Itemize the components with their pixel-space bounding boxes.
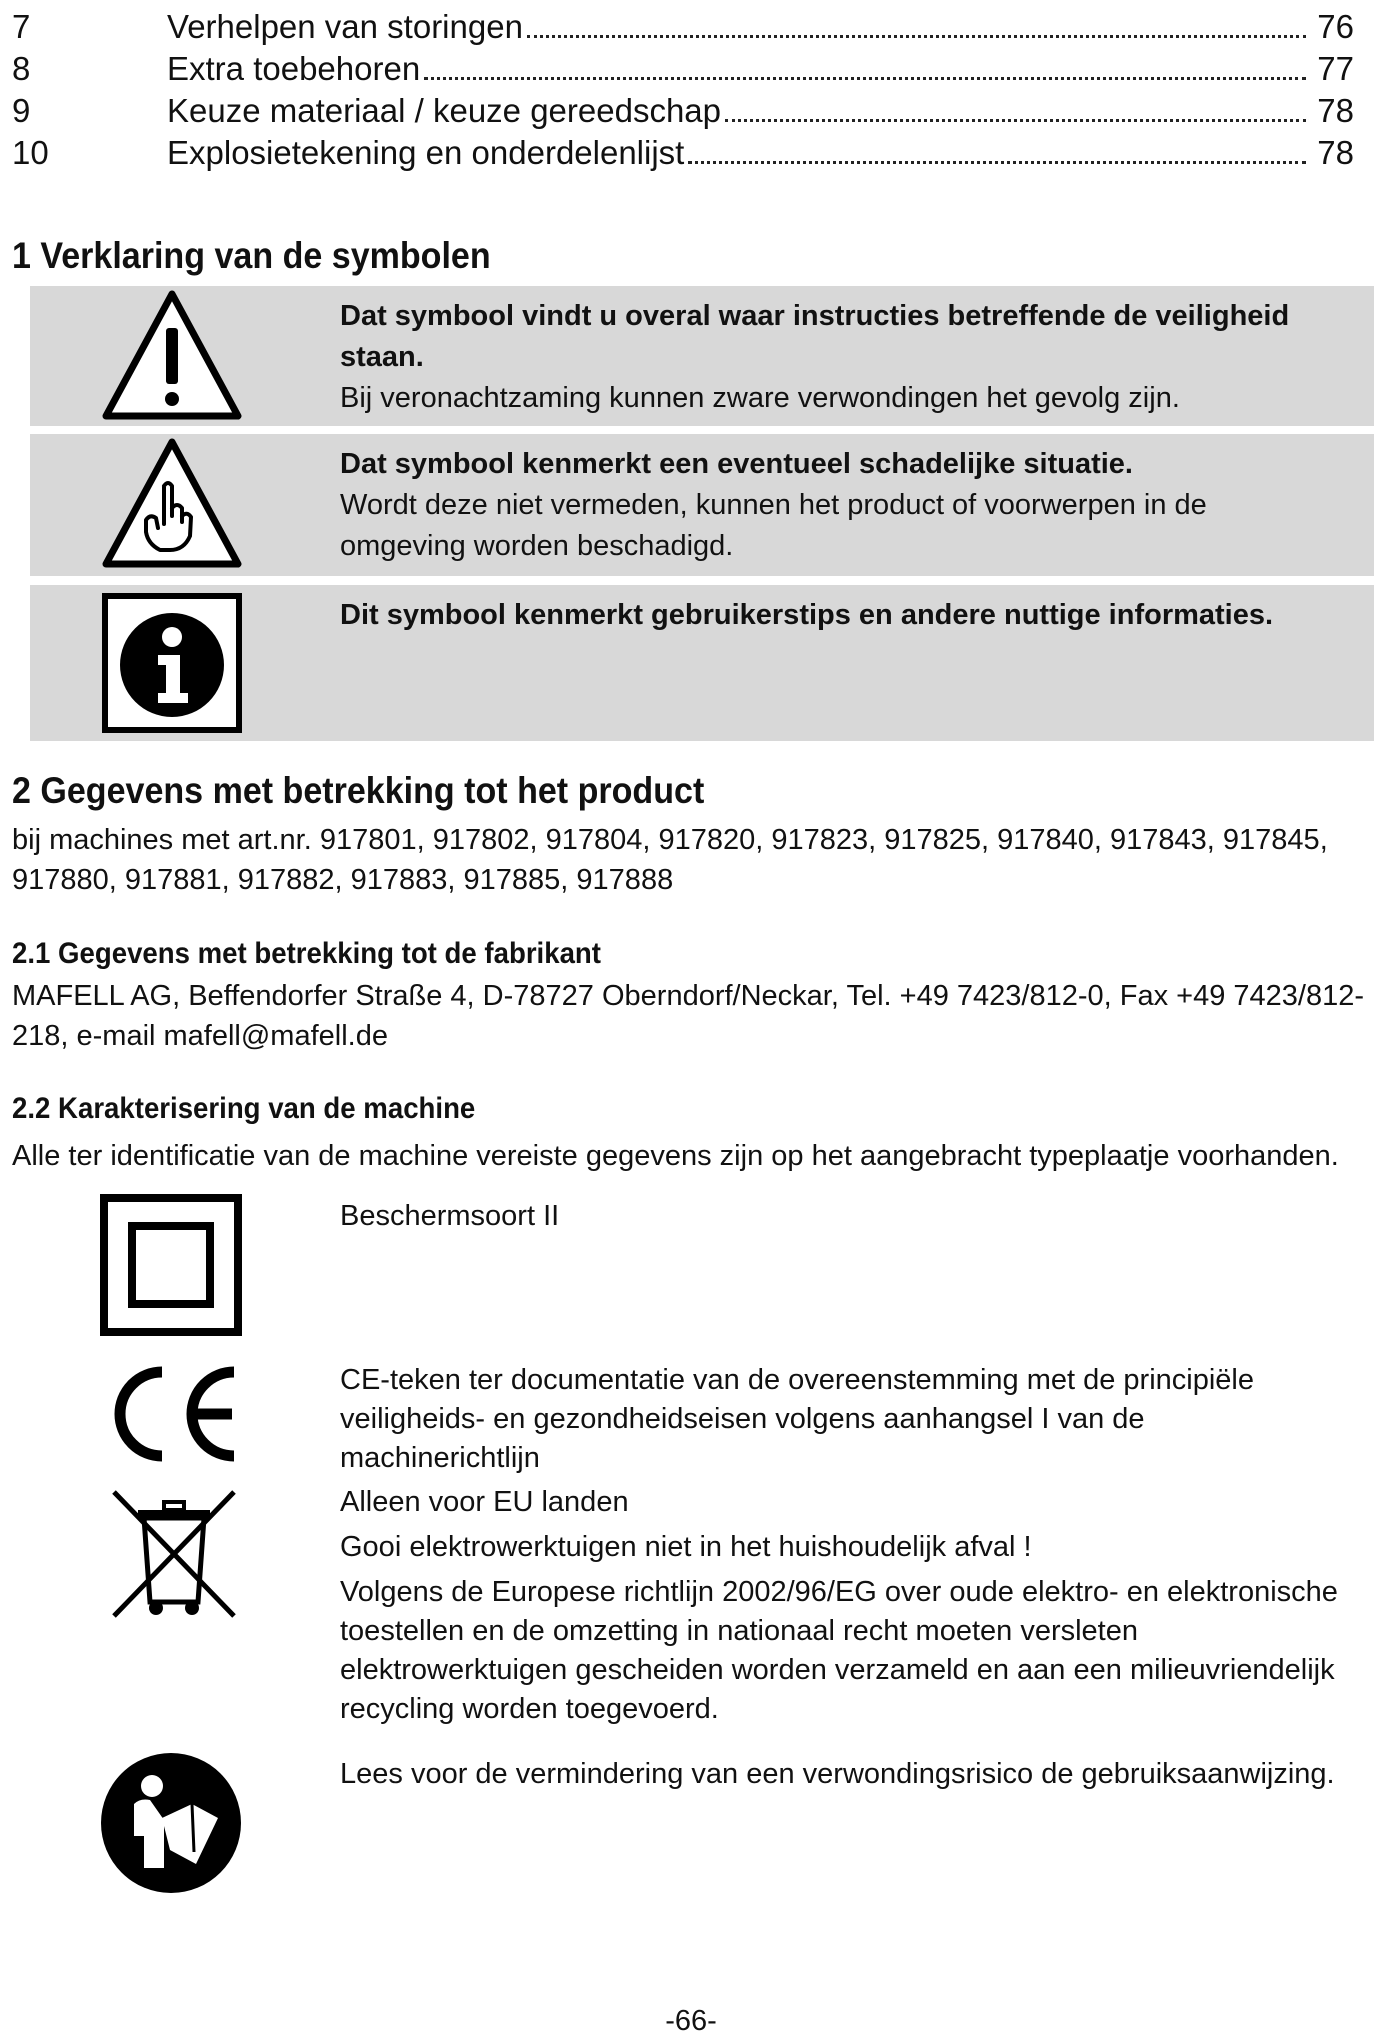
toc-entry[interactable] <box>12 48 1354 90</box>
article-numbers: bij machines met art.nr. 917801, 917802, 917804, 917820, 917823, 917825, 917840, 917843, 917845, 917880, 917881, 917882, 917883, 917885, 917888 <box>12 824 1328 896</box>
symbol-box-safety <box>30 286 1374 426</box>
weee-scope: Alleen voor EU landen <box>340 1486 629 1518</box>
protection-class-ii-icon <box>100 1194 242 1336</box>
toc-entry[interactable] <box>12 6 1354 48</box>
symbol-description <box>340 444 1334 567</box>
symbol-box-damage <box>30 434 1374 576</box>
toc-number: 8 <box>12 50 31 87</box>
machine-characterisation: Alle ter identificatie van de machine vereiste gegevens zijn op het aangebracht typeplaatje voorhanden. <box>12 1140 1339 1172</box>
toc-entry[interactable] <box>12 90 1354 132</box>
protection-class-text: Beschermsoort II <box>340 1200 560 1232</box>
toc-page: 76 <box>1317 8 1354 45</box>
section-2-heading: 2 Gegevens met betrekking tot het product <box>12 770 705 811</box>
weee-notice <box>340 1483 1350 1735</box>
toc-title: Verhelpen van storingen <box>167 8 523 45</box>
section-1-heading: 1 Verklaring van de symbolen <box>12 235 491 276</box>
section-2-1-heading: 2.1 Gegevens met betrekking tot de fabrikant <box>12 937 601 970</box>
symbol-text: Wordt deze niet vermeden, kunnen het product of voorwerpen in de omgeving worden beschadigd. <box>340 489 1207 562</box>
weee-directive: Volgens de Europese richtlijn 2002/96/EG over oude elektro- en elektronische toestellen en de omzetting in nationaal recht moeten versleten elektrowerktuigen gescheiden worden verzameld en aan een milieuvriendelijk recycling worden toegevoerd. <box>340 1576 1338 1725</box>
toc-page: 78 <box>1317 92 1354 129</box>
toc-leader <box>725 119 1306 122</box>
symbol-box-info <box>30 585 1374 741</box>
toc-leader <box>527 35 1306 38</box>
toc-leader <box>688 161 1306 164</box>
ce-mark-text: CE-teken ter documentatie van de overeenstemming met de principiële veiligheids- en gezondheidseisen volgens aanhangsel I van de machinerichtlijn <box>340 1364 1254 1474</box>
toc-leader <box>424 77 1306 80</box>
toc-entry[interactable] <box>12 132 1354 174</box>
hand-warning-triangle-icon <box>102 436 242 576</box>
toc-page: 78 <box>1317 134 1354 171</box>
ce-mark-icon <box>100 1362 242 1466</box>
toc-title: Extra toebehoren <box>167 50 421 87</box>
info-icon <box>102 593 242 733</box>
toc-page: 77 <box>1317 50 1354 87</box>
crossed-bin-icon <box>104 1484 244 1624</box>
manufacturer-details: MAFELL AG, Beffendorfer Straße 4, D-78727 Oberndorf/Neckar, Tel. +49 7423/812-0, Fax +49 7423/812-218, e-mail mafell@mafell.de <box>12 980 1364 1052</box>
symbol-description <box>340 296 1334 419</box>
weee-warning: Gooi elektrowerktuigen niet in het huishoudelijk afval ! <box>340 1531 1032 1563</box>
toc-title: Keuze materiaal / keuze gereedschap <box>167 92 722 129</box>
toc-number: 7 <box>12 8 31 45</box>
symbol-description <box>340 595 1334 636</box>
read-manual-text: Lees voor de vermindering van een verwondingsrisico de gebruiksaanwijzing. <box>340 1758 1335 1790</box>
warning-triangle-icon <box>102 288 242 428</box>
symbol-text: Bij veronachtzaming kunnen zware verwondingen het gevolg zijn. <box>340 382 1180 414</box>
read-manual-icon <box>100 1752 242 1894</box>
symbol-title: Dit symbool kenmerkt gebruikerstips en andere nuttige informaties. <box>340 599 1274 631</box>
toc-title: Explosietekening en onderdelenlijst <box>167 134 685 171</box>
table-of-contents <box>12 6 1354 174</box>
page-number: -66- <box>665 2005 717 2037</box>
toc-number: 10 <box>12 134 49 171</box>
toc-number: 9 <box>12 92 31 129</box>
section-2-2-heading: 2.2 Karakterisering van de machine <box>12 1092 476 1125</box>
symbol-title: Dat symbool vindt u overal waar instructies betreffende de veiligheid staan. <box>340 300 1290 373</box>
symbol-title: Dat symbool kenmerkt een eventueel schadelijke situatie. <box>340 448 1133 480</box>
